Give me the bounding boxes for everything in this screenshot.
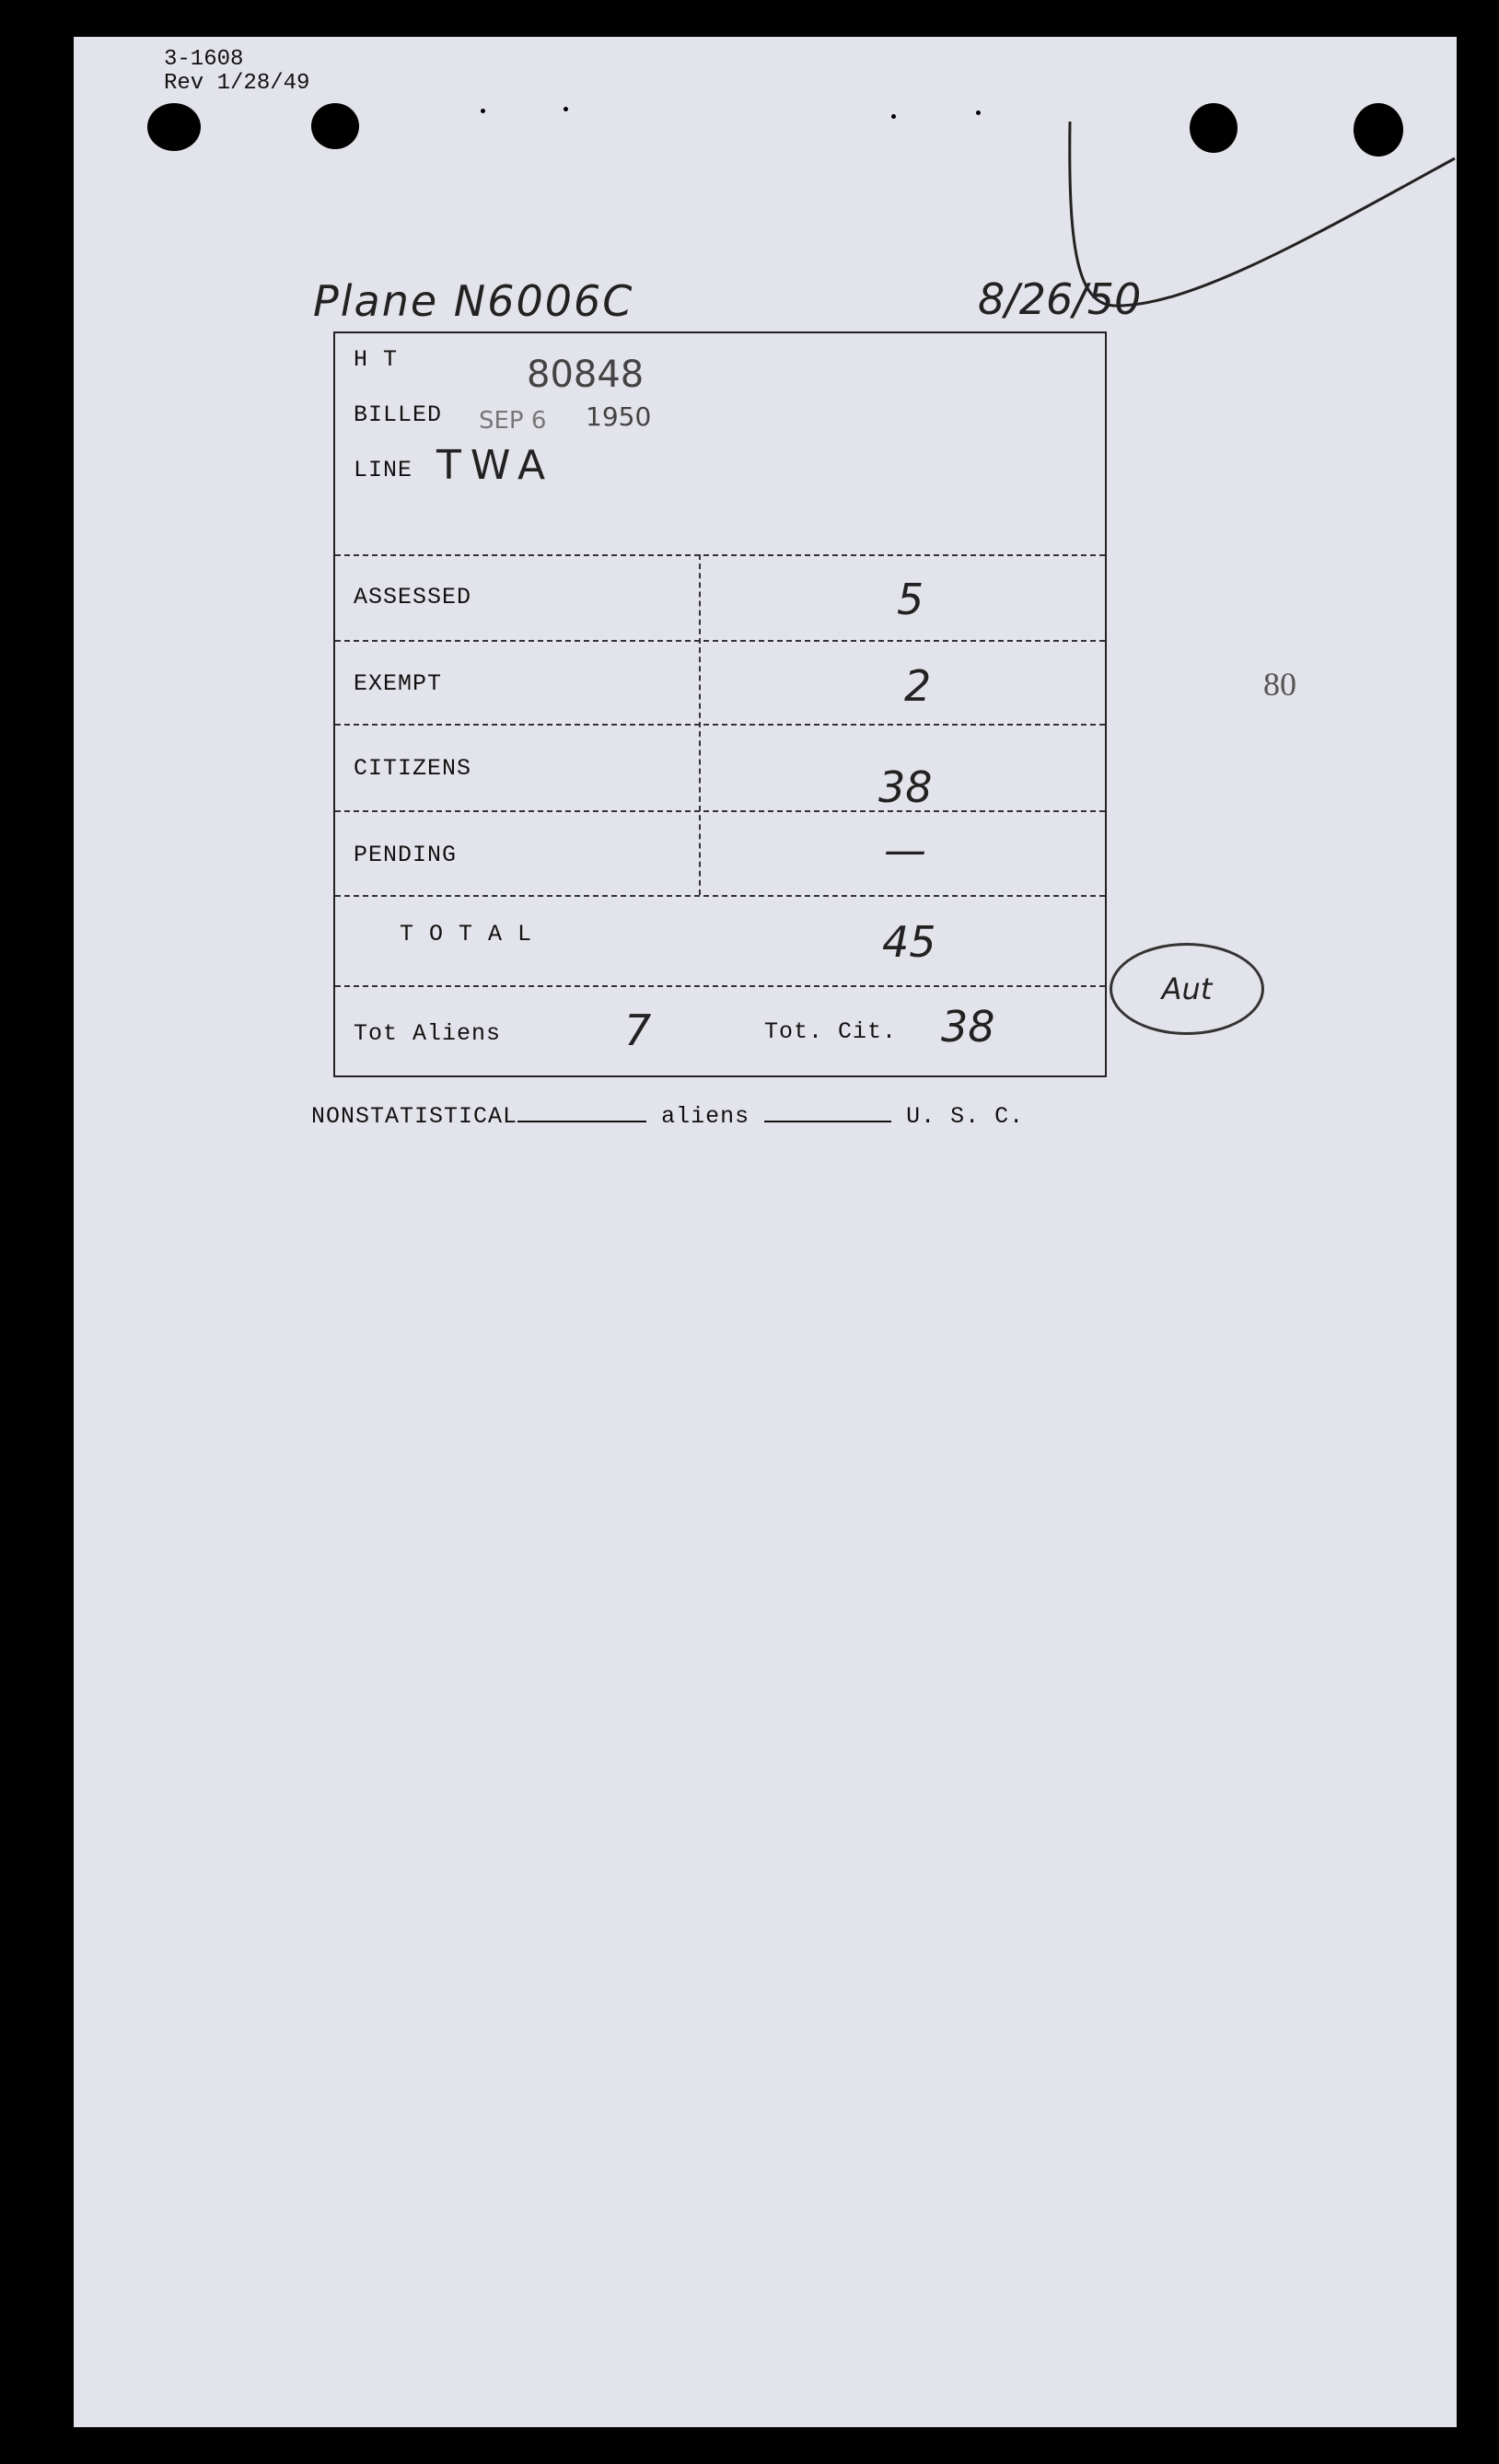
speck bbox=[35, 525, 40, 529]
row-label-pending: PENDING bbox=[354, 842, 458, 868]
divider bbox=[335, 554, 1105, 556]
speck bbox=[564, 107, 568, 111]
nonstatistical-line bbox=[311, 1103, 1024, 1130]
initials-text: Aut bbox=[1161, 971, 1213, 1006]
row-value-pending: — bbox=[884, 825, 926, 875]
tot-aliens-value: 7 bbox=[624, 1005, 652, 1055]
nonstat-blank bbox=[517, 1121, 646, 1122]
initials-circle bbox=[1110, 943, 1264, 1035]
row-value-assessed: 5 bbox=[897, 575, 924, 624]
form-number-text: 3-1608 bbox=[164, 47, 244, 72]
ht-label: H T bbox=[354, 346, 399, 373]
total-label: T O T A L bbox=[400, 921, 533, 947]
manifest-form-box bbox=[333, 331, 1107, 1077]
billed-label: BILLED bbox=[354, 401, 443, 428]
billed-year-stamp: 1950 bbox=[586, 401, 652, 432]
divider bbox=[335, 640, 1105, 642]
billed-month-stamp: SEP 6 bbox=[479, 407, 547, 435]
aliens-blank bbox=[764, 1121, 891, 1122]
divider bbox=[335, 895, 1105, 897]
margin-number: 80 bbox=[1263, 666, 1296, 703]
aliens-label: aliens bbox=[661, 1103, 750, 1130]
row-label-citizens: CITIZENS bbox=[354, 755, 472, 782]
row-label-assessed: ASSESSED bbox=[354, 584, 472, 610]
row-value-citizens: 38 bbox=[878, 762, 933, 812]
form-revision-text: Rev 1/28/49 bbox=[164, 71, 310, 96]
tot-aliens-label: Tot Aliens bbox=[354, 1020, 502, 1047]
punch-hole bbox=[311, 103, 359, 149]
punch-hole bbox=[147, 103, 201, 151]
speck bbox=[481, 109, 485, 113]
line-label: LINE bbox=[354, 457, 413, 483]
nonstat-label: NONSTATISTICAL bbox=[311, 1103, 518, 1130]
divider bbox=[335, 810, 1105, 812]
divider bbox=[335, 985, 1105, 987]
column-divider bbox=[699, 554, 701, 895]
form-number bbox=[164, 48, 309, 96]
usc-label: U. S. C. bbox=[906, 1103, 1025, 1130]
row-value-exempt: 2 bbox=[904, 661, 932, 711]
plane-handwriting: Plane N6006C bbox=[313, 276, 634, 326]
speck bbox=[891, 114, 896, 119]
tot-cit-value: 38 bbox=[941, 1002, 995, 1052]
total-value: 45 bbox=[882, 917, 936, 967]
ht-number-stamp: 80848 bbox=[527, 354, 645, 396]
speck bbox=[976, 110, 981, 115]
divider bbox=[335, 724, 1105, 726]
tot-cit-label: Tot. Cit. bbox=[764, 1018, 898, 1045]
line-value: TWA bbox=[436, 442, 555, 489]
date-handwriting: 8/26/50 bbox=[978, 274, 1142, 324]
row-label-exempt: EXEMPT bbox=[354, 670, 443, 697]
